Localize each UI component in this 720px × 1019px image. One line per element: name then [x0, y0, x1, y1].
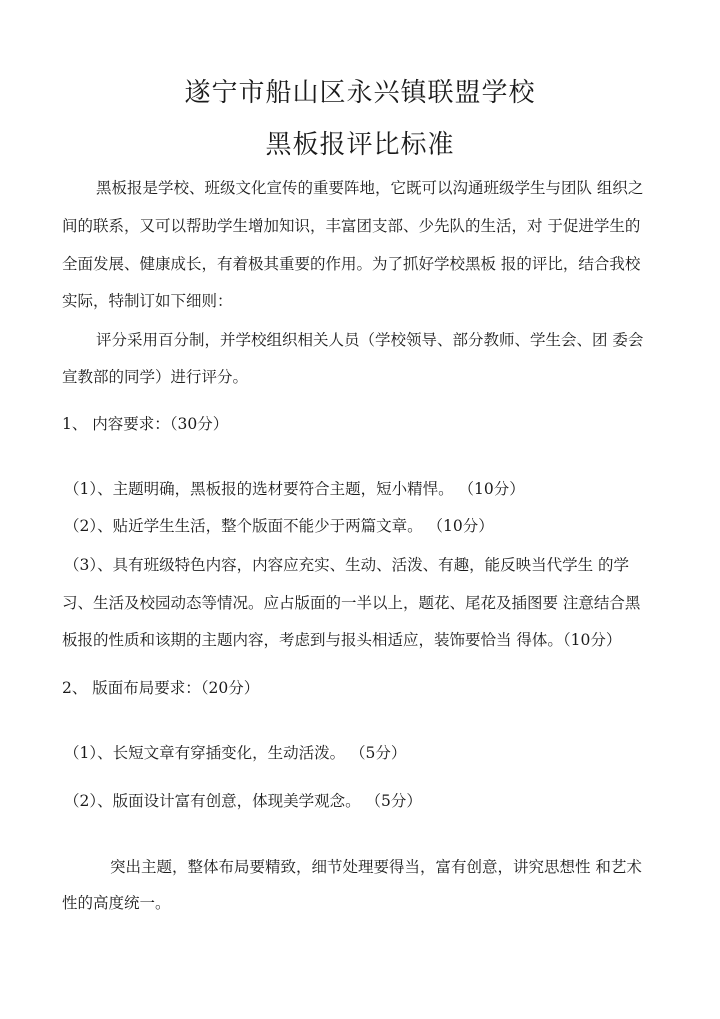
section1-item-1: （1）、主题明确，黑板报的选材要符合主题，短小精悍。 （10分）	[64, 480, 525, 498]
document-subtitle: 黑板报评比标准	[265, 130, 455, 160]
scoring-line-1: 评分采用百分制，并学校组织相关人员（学校领导、部分教师、学生会、团 委会	[96, 331, 644, 349]
section2-heading: 2、 版面布局要求：（20分）	[62, 679, 260, 697]
intro-line-4: 实际，特制订如下细则：	[62, 292, 233, 310]
section1-item-2: （2）、贴近学生生活，整个版面不能少于两篇文章。 （10分）	[64, 517, 494, 535]
scoring-line-2: 宣教部的同学）进行评分。	[62, 368, 249, 386]
conclusion-line-1: 突出主题，整体布局要精致，细节处理要得当，富有创意，讲究思想性 和艺术	[110, 858, 642, 876]
intro-line-3: 全面发展、健康成长，有着极其重要的作用。为了抓好学校黑板 报的评比，结合我校	[62, 255, 641, 273]
section1-item-3-cont-2: 板报的性质和该期的主题内容，考虑到与报头相适应，装饰要恰当 得体。（10分）	[62, 631, 622, 649]
document-title: 遂宁市船山区永兴镇联盟学校	[184, 78, 536, 108]
section2-item-2: （2）、版面设计富有创意，体现美学观念。 （5分）	[64, 792, 422, 810]
section1-item-3: （3）、具有班级特色内容，内容应充实、生动、活泼、有趣，能反映当代学生 的学	[64, 556, 630, 574]
intro-line-1: 黑板报是学校、班级文化宣传的重要阵地，它既可以沟通班级学生与团队 组织之	[96, 179, 644, 197]
conclusion-line-2: 性的高度统一。	[62, 894, 171, 912]
section1-heading: 1、 内容要求：（30分）	[62, 415, 229, 433]
section1-item-3-cont-1: 习、生活及校园动态等情况。应占版面的一半以上，题花、尾花及插图要 注意结合黑	[62, 594, 641, 612]
intro-line-2: 间的联系，又可以帮助学生增加知识，丰富团支部、少先队的生活，对 于促进学生的	[62, 217, 641, 235]
section2-item-1: （1）、长短文章有穿插变化，生动活泼。 （5分）	[64, 744, 407, 762]
